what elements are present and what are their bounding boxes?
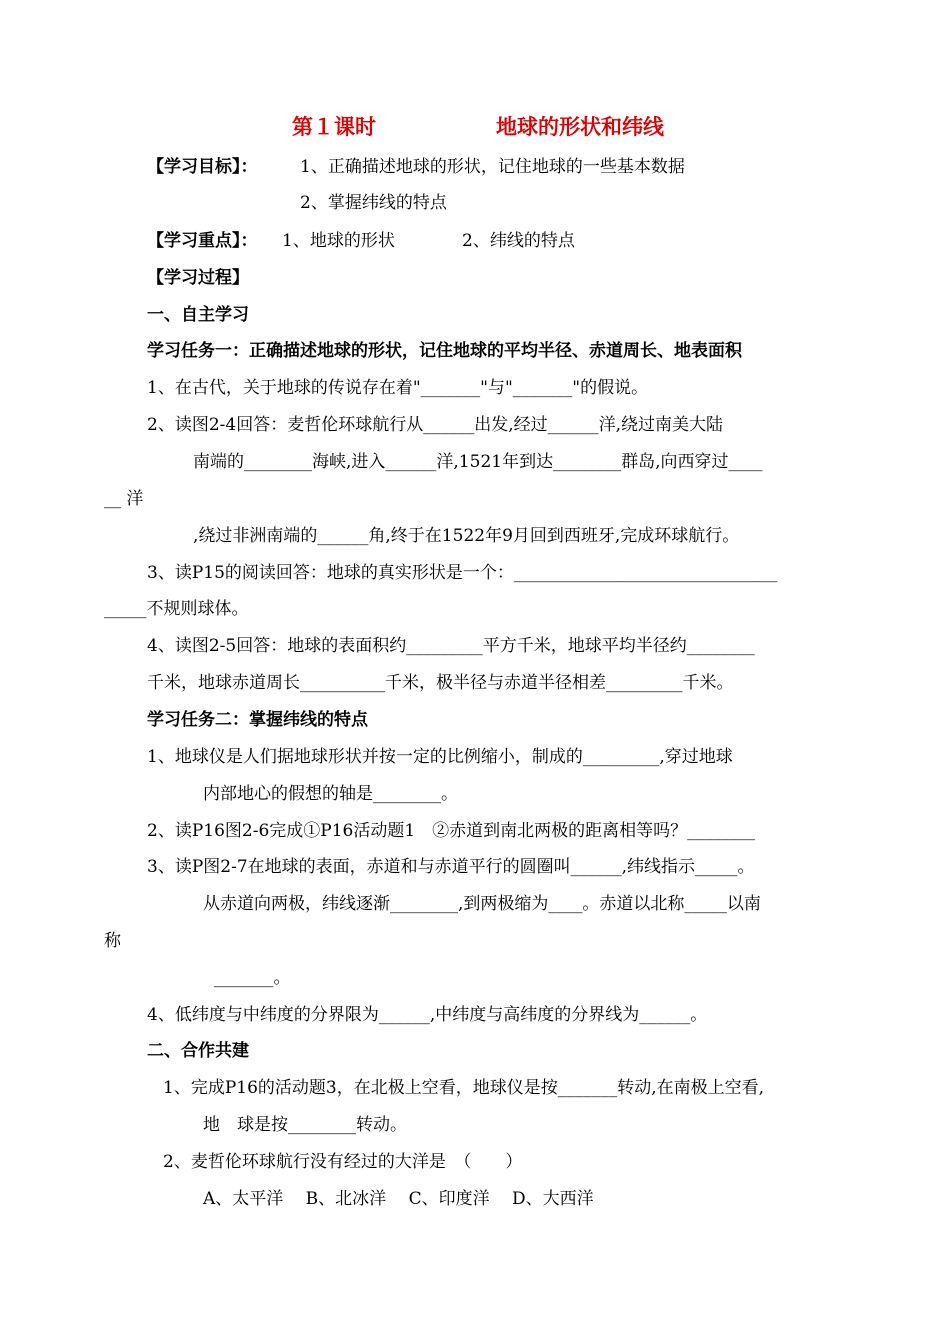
section2-question-1-line2: 地 球是按________转动。 [203,1115,407,1135]
task1-question-4-line1: 4、读图2-5回答：地球的表面积约_________平方千米，地球平均半径约________ [147,636,755,656]
section2-heading: 二、合作共建 [147,1041,249,1061]
task1-question-2-line2: 南端的________海峡,进入______洋,1521年到达________群岛,向西穿过____ [193,452,763,472]
task1-question-2-line3: __ 洋 [104,489,144,509]
task1-question-3-line1: 3、读P15的阅读回答：地球的真实形状是一个：_______________________________ [147,563,778,583]
task1-question-1: 1、在古代，关于地球的传说存在着"_______"与"_______"的假说。 [147,378,649,398]
objective-item-1: 1、正确描述地球的形状，记住地球的一些基本数据 [300,157,685,177]
task2-question-2: 2、读P16图2-6完成①P16活动题1 ②赤道到南北两极的距离相等吗？________ [147,821,756,841]
task1-question-4-line2: 千米，地球赤道周长__________千米，极半径与赤道半径相差_________千米。 [147,673,734,693]
task2-question-3-line2: 从赤道向两极，纬线逐渐________,到两极缩为____。赤道以北称_____以南 [203,894,761,914]
process-label: 【学习过程】 [147,268,249,288]
task2-question-1-line2: 内部地心的假想的轴是________。 [203,784,458,804]
section2-question-2: 2、麦哲伦环球航行没有经过的大洋是 （ ） [163,1152,523,1172]
section2-question-2-options: A、太平洋 B、北冰洋 C、印度洋 D、大西洋 [203,1189,594,1209]
task1-heading: 学习任务一：正确描述地球的形状，记住地球的平均半径、赤道周长、地表面积 [147,341,742,361]
task1-question-3-line2: _____不规则球体。 [104,599,249,619]
key-point-item-1: 1、地球的形状 [282,231,395,251]
task2-question-1-line1: 1、地球仪是人们据地球形状并按一定的比例缩小，制成的_________,穿过地球 [147,747,733,767]
section2-question-1-line1: 1、完成P16的活动题3，在北极上空看，地球仪是按_______转动,在南极上空看, [163,1078,765,1098]
key-points-label: 【学习重点】： [147,231,258,251]
task1-question-2-line1: 2、读图2-4回答：麦哲伦环球航行从______出发,经过______洋,绕过南美大陆 [147,415,723,435]
lesson-number: 第１课时 [292,114,376,139]
objective-item-2: 2、掌握纬线的特点 [300,193,447,213]
task1-question-2-line4: ,绕过非洲南端的______角,终于在1522年9月回到西班牙,完成环球航行。 [193,526,740,546]
section1-heading: 一、自主学习 [147,305,249,325]
task2-heading: 学习任务二：掌握纬线的特点 [147,710,368,730]
key-point-item-2: 2、纬线的特点 [462,231,575,251]
objectives-label: 【学习目标】： [147,157,258,177]
task2-question-3-line1: 3、读P图2-7在地球的表面，赤道和与赤道平行的圆圈叫______,纬线指示_____。 [147,857,755,877]
task2-question-3-line4: _______。 [214,968,291,988]
task2-question-4: 4、低纬度与中纬度的分界限为______,中纬度与高纬度的分界线为______。 [147,1005,708,1025]
page-title: 地球的形状和纬线 [496,114,664,139]
task2-question-3-line3: 称 [104,931,121,951]
